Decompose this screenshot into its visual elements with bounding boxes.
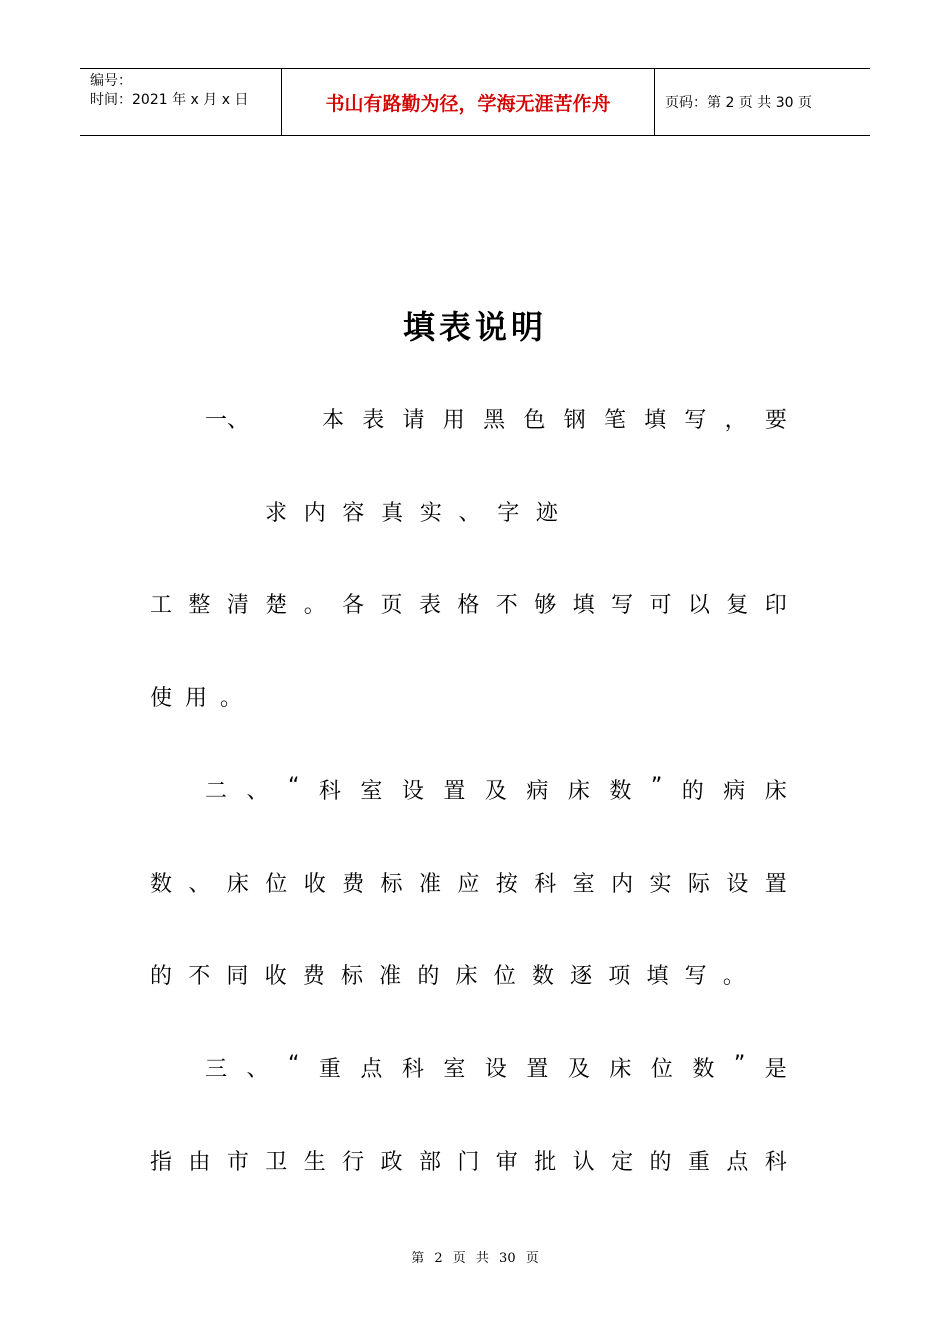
body-char: 置 xyxy=(526,1057,549,1082)
body-char: 室 xyxy=(360,779,383,804)
body-char: 页 xyxy=(380,593,403,618)
body-char: 行 xyxy=(342,1150,365,1175)
header-page-info-cell xyxy=(655,69,870,135)
body-char: 标 xyxy=(340,964,363,989)
body-char: 置 xyxy=(443,779,466,804)
body-char: 室 xyxy=(443,1057,466,1082)
body-char: ， xyxy=(724,408,747,433)
body-char: 色 xyxy=(523,408,546,433)
body-line-4 xyxy=(150,681,242,712)
body-char: 科 xyxy=(764,1150,787,1175)
body-line-1 xyxy=(322,403,787,434)
body-char: 是 xyxy=(764,1057,787,1082)
body-char: 用 xyxy=(184,686,207,711)
body-line-5 xyxy=(205,774,787,805)
body-char: 够 xyxy=(534,593,557,618)
body-char: 市 xyxy=(226,1150,249,1175)
body-char: 容 xyxy=(342,501,365,526)
body-char: 请 xyxy=(402,408,425,433)
body-line-6 xyxy=(150,867,787,898)
body-char: 不 xyxy=(495,593,518,618)
body-char: 费 xyxy=(302,964,325,989)
body-char: 使 xyxy=(150,686,173,711)
body-char: 审 xyxy=(495,1150,518,1175)
body-char: “ xyxy=(288,1052,300,1077)
body-char: 内 xyxy=(303,501,326,526)
body-char: 不 xyxy=(188,964,211,989)
body-char: 工 xyxy=(150,593,173,618)
body-char: 格 xyxy=(457,593,480,618)
body-char: 由 xyxy=(188,1150,211,1175)
body-char: 复 xyxy=(726,593,749,618)
body-char: 写 xyxy=(684,964,707,989)
body-char: 及 xyxy=(567,1057,590,1082)
body-char: 认 xyxy=(572,1150,595,1175)
header-motto-cell xyxy=(281,69,655,135)
body-char: 、 xyxy=(188,872,211,897)
body-char: 批 xyxy=(534,1150,557,1175)
body-char: 的 xyxy=(417,964,440,989)
body-char: 印 xyxy=(764,593,787,618)
body-char: 写 xyxy=(611,593,634,618)
body-line-3 xyxy=(150,588,787,619)
body-char: 收 xyxy=(303,872,326,897)
body-char: 政 xyxy=(380,1150,403,1175)
body-char: 定 xyxy=(611,1150,634,1175)
body-char: 三 xyxy=(205,1057,228,1082)
body-char: 可 xyxy=(649,593,672,618)
body-char: 床 xyxy=(567,779,590,804)
page-footer: 第 2 页 共 30 页 xyxy=(411,1251,539,1266)
body-line-9 xyxy=(150,1145,787,1176)
body-char: 科 xyxy=(318,779,341,804)
body-char: 收 xyxy=(264,964,287,989)
body-char: 。 xyxy=(219,686,242,711)
body-char: 设 xyxy=(726,872,749,897)
body-char: 笔 xyxy=(603,408,626,433)
body-char: 整 xyxy=(188,593,211,618)
body-char: 费 xyxy=(342,872,365,897)
body-char: 点 xyxy=(726,1150,749,1175)
time-label: 时间：2021 年 x 月 x 日 xyxy=(90,92,249,108)
body-char: 门 xyxy=(457,1150,480,1175)
body-char: 的 xyxy=(649,1150,672,1175)
body-char: 表 xyxy=(362,408,385,433)
body-char: 同 xyxy=(226,964,249,989)
body-char: 黑 xyxy=(483,408,506,433)
body-char: 的 xyxy=(150,964,173,989)
body-char: 内 xyxy=(611,872,634,897)
body-char: ” xyxy=(650,774,663,799)
body-char: 楚 xyxy=(265,593,288,618)
body-char: 生 xyxy=(303,1150,326,1175)
body-char: 迹 xyxy=(535,501,558,526)
body-char: 数 xyxy=(150,872,173,897)
body-char: 设 xyxy=(484,1057,507,1082)
item-one-number: 一、 xyxy=(205,408,250,433)
body-char: 、 xyxy=(458,501,481,526)
body-char: 表 xyxy=(418,593,441,618)
body-char: 重 xyxy=(687,1150,710,1175)
body-line-8 xyxy=(205,1052,787,1083)
body-char: 病 xyxy=(723,779,746,804)
body-char: 以 xyxy=(687,593,710,618)
body-char: 、 xyxy=(246,1057,269,1082)
body-char: 置 xyxy=(764,872,787,897)
body-char: 填 xyxy=(644,408,667,433)
body-char: 数 xyxy=(531,964,554,989)
body-char: 科 xyxy=(401,1057,424,1082)
body-char: 钢 xyxy=(563,408,586,433)
page-header xyxy=(80,68,870,136)
body-char: 用 xyxy=(442,408,465,433)
body-char: 床 xyxy=(455,964,478,989)
body-char: 位 xyxy=(650,1057,673,1082)
body-char: ” xyxy=(733,1052,746,1077)
body-char: 际 xyxy=(687,872,710,897)
body-char: 指 xyxy=(150,1150,173,1175)
body-char: 实 xyxy=(649,872,672,897)
body-char: 及 xyxy=(484,779,507,804)
body-char: 字 xyxy=(497,501,520,526)
body-char: 实 xyxy=(419,501,442,526)
body-char: “ xyxy=(288,774,300,799)
body-char: 准 xyxy=(418,872,441,897)
body-char: 填 xyxy=(646,964,669,989)
body-char: 数 xyxy=(609,779,632,804)
body-char: 位 xyxy=(265,872,288,897)
serial-label: 编号： xyxy=(90,73,132,89)
body-char: 各 xyxy=(342,593,365,618)
body-char: 标 xyxy=(380,872,403,897)
body-char: 部 xyxy=(418,1150,441,1175)
body-char: 卫 xyxy=(265,1150,288,1175)
body-char: 准 xyxy=(379,964,402,989)
body-char: 逐 xyxy=(570,964,593,989)
body-char: 真 xyxy=(381,501,404,526)
body-char: 病 xyxy=(526,779,549,804)
body-char: 科 xyxy=(534,872,557,897)
body-char: 床 xyxy=(226,872,249,897)
header-page-info: 页码：第 2 页 共 30 页 xyxy=(665,95,812,111)
body-char: 重 xyxy=(318,1057,341,1082)
body-char: 室 xyxy=(572,872,595,897)
body-char: 清 xyxy=(226,593,249,618)
body-char: 项 xyxy=(608,964,631,989)
body-char: 本 xyxy=(322,408,345,433)
body-char: 位 xyxy=(493,964,516,989)
body-char: 床 xyxy=(764,779,787,804)
body-char: 。 xyxy=(303,593,326,618)
body-char: 。 xyxy=(722,964,745,989)
header-meta xyxy=(80,69,281,135)
body-char: 二 xyxy=(205,779,228,804)
body-char: 设 xyxy=(401,779,424,804)
body-char: 填 xyxy=(572,593,595,618)
body-char: 的 xyxy=(681,779,704,804)
body-char: 、 xyxy=(246,779,269,804)
page-title: 填表说明 xyxy=(402,308,547,346)
body-char: 应 xyxy=(457,872,480,897)
body-char: 点 xyxy=(360,1057,383,1082)
header-motto: 书山有路勤为径，学海无涯苦作舟 xyxy=(325,92,611,115)
body-line-2 xyxy=(265,496,558,527)
body-char: 写 xyxy=(684,408,707,433)
body-char: 要 xyxy=(764,408,787,433)
body-line-7 xyxy=(150,959,745,990)
body-char: 床 xyxy=(609,1057,632,1082)
body-char: 求 xyxy=(265,501,288,526)
body-char: 数 xyxy=(692,1057,715,1082)
body-char: 按 xyxy=(495,872,518,897)
